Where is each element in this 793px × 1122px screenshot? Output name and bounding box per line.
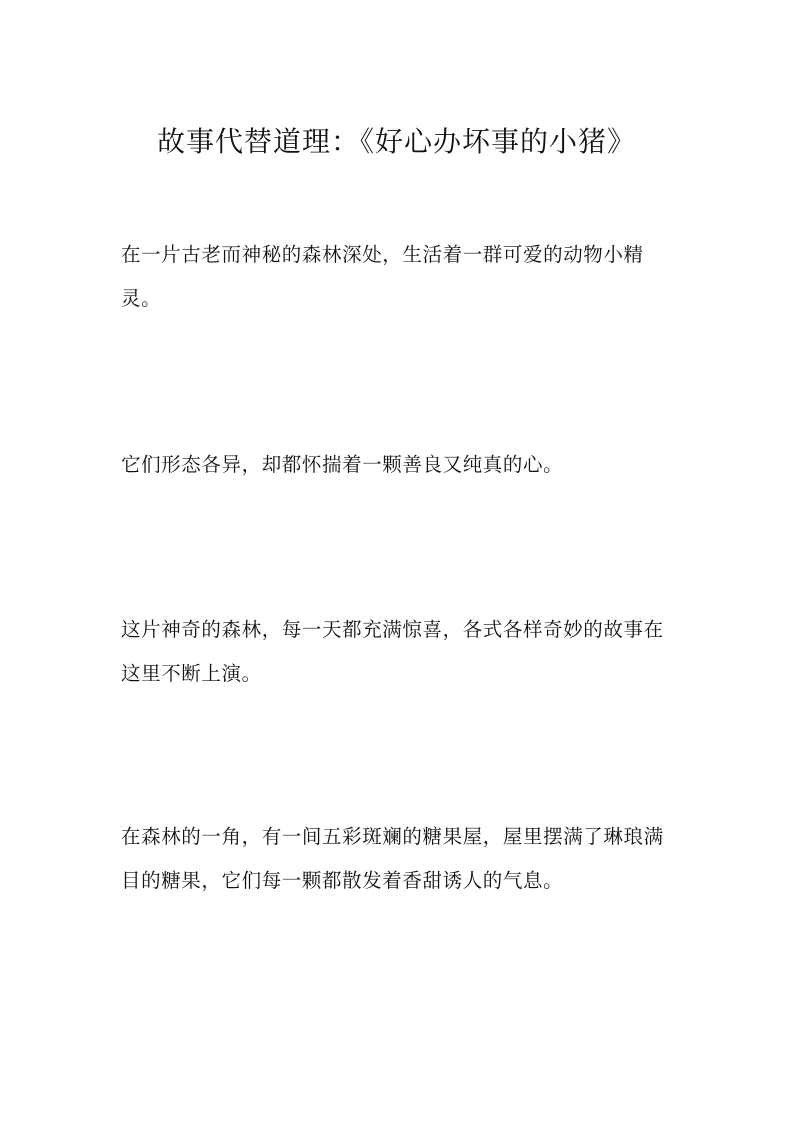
paragraph-2: 它们形态各异，却都怀揣着一颗善良又纯真的心。: [121, 453, 564, 476]
paragraph-4: 在森林的一角，有一间五彩斑斓的糖果屋，屋里摆满了琳琅满目的糖果，它们每一颗都散发着香甜诱人的气息。: [121, 825, 664, 892]
paragraph-3: 这片神奇的森林，每一天都充满惊喜，各式各样奇妙的故事在这里不断上演。: [121, 618, 664, 685]
paragraph-1: 在一片古老而神秘的森林深处，生活着一群可爱的动物小精灵。: [121, 243, 644, 310]
document-title: 故事代替道理：《好心办坏事的小猪》: [156, 125, 636, 158]
